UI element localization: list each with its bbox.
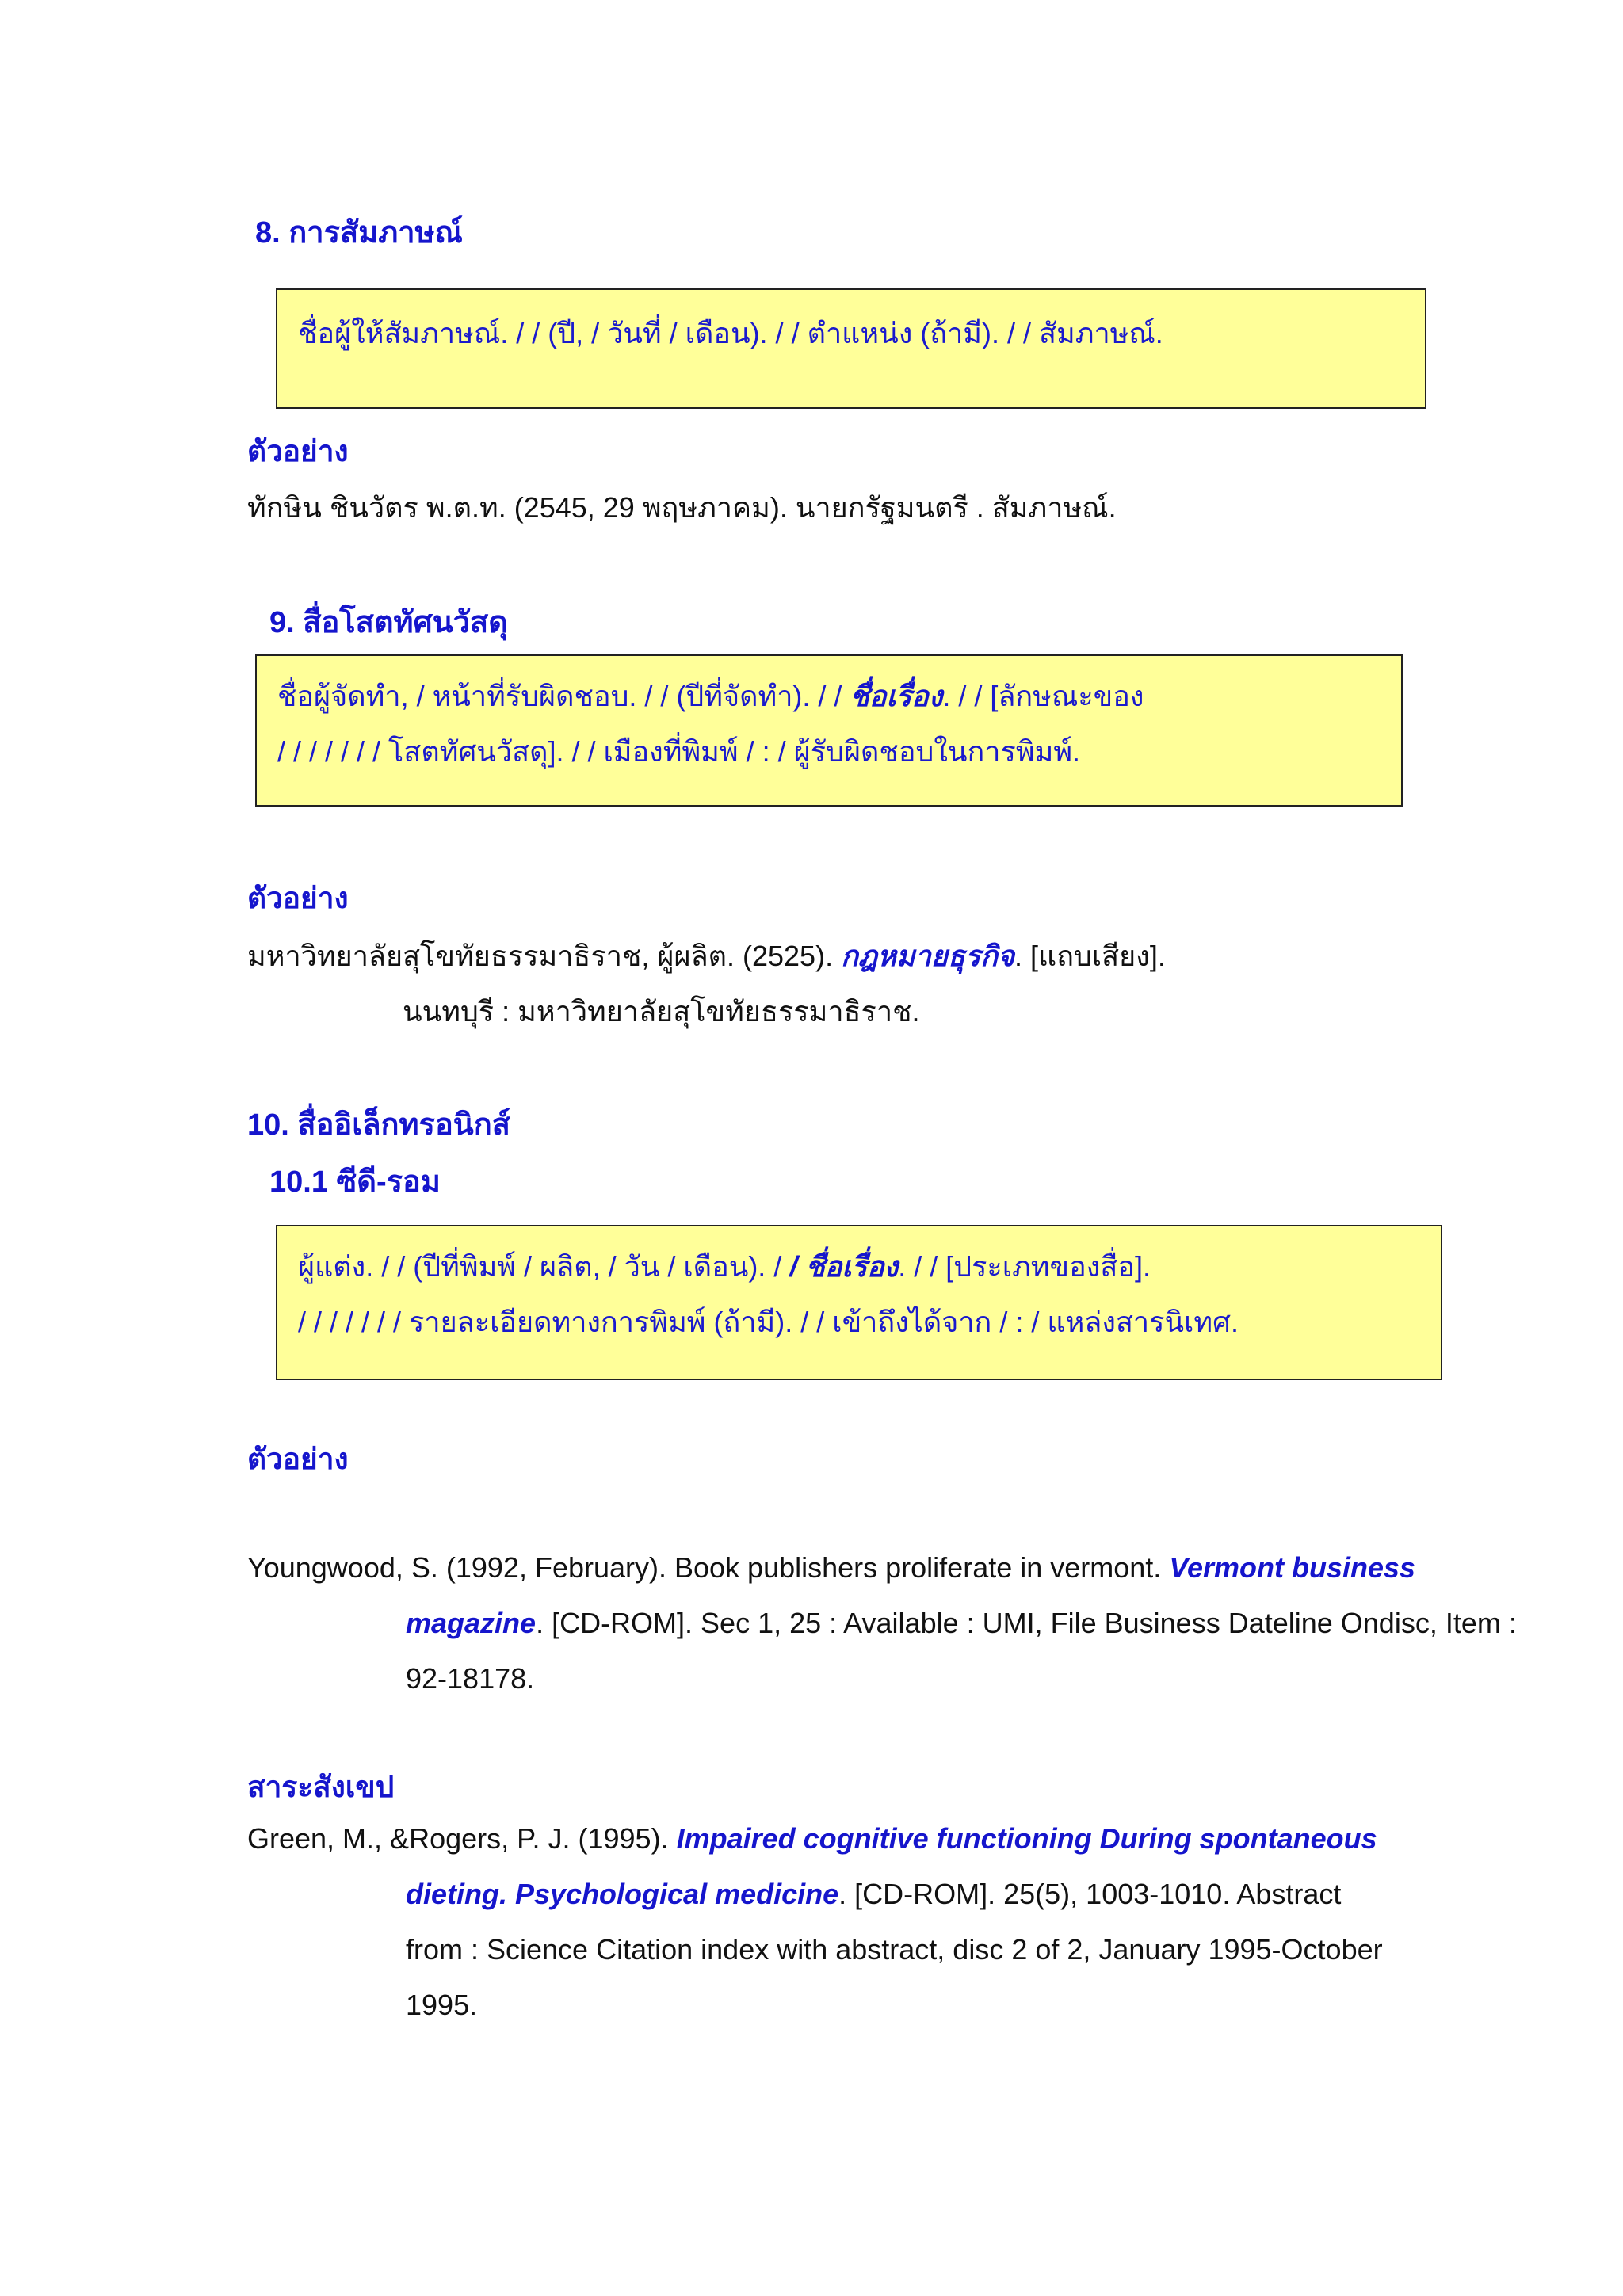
example-2-details: . [CD-ROM]. 25(5), 1003-1010. Abstract — [838, 1878, 1342, 1910]
example-1-citation-start: Youngwood, S. (1992, February). Book publishers proliferate in vermont. — [247, 1551, 1170, 1584]
section-9-example-line-2: นนทบุรี : มหาวิทยาลัยสุโขทัยธรรมาธิราช. — [403, 995, 920, 1028]
section-8-format-text: ชื่อผู้ให้สัมภาษณ์. / / (ปี, / วันที่ / เดือน). / / ตำแหน่ง (ถ้ามี). / / สัมภาษณ์. — [298, 317, 1163, 349]
section-9-example-title: กฎหมายธุรกิจ — [841, 940, 1015, 972]
example-1-details: . [CD-ROM]. Sec 1, 25 : Available : UMI, File Business Dateline Ondisc, Item : — [536, 1607, 1517, 1639]
section-8-heading: 8. การสัมภาษณ์ — [255, 216, 463, 250]
example-1-line-2 — [406, 1607, 1517, 1640]
example-1-journal-title: Vermont business — [1169, 1551, 1416, 1584]
section-9-format-line-1-start: ชื่อผู้จัดทำ, / หน้าที่รับผิดชอบ. / / (ปีที่จัดทำ). / / — [277, 680, 850, 712]
section-9-example-label: ตัวอย่าง — [247, 882, 349, 914]
section-10-heading: 10. สื่ออิเล็กทรอนิกส์ — [247, 1108, 510, 1142]
section-10-format-line-2: / / / / / / / รายละเอียดทางการพิมพ์ (ถ้ามี). / / เข้าถึงได้จาก / : / แหล่งสารนิเทศ. — [298, 1306, 1239, 1338]
example-2-line-1 — [247, 1822, 1377, 1855]
abstract-label: สาระสังเขป — [247, 1771, 395, 1803]
section-9-example-start: มหาวิทยาลัยสุโขทัยธรรมาธิราช, ผู้ผลิต. (2525). — [247, 940, 842, 972]
section-10-format-line-1 — [298, 1244, 1151, 1289]
section-9-format-title: ชื่อเรื่อง — [850, 680, 943, 712]
section-9-heading: 9. สื่อโสตทัศนวัสดุ — [269, 606, 508, 639]
section-10-format-line-1-start: ผู้แต่ง. / / (ปีที่พิมพ์ / ผลิต, / วัน / เดือน). / — [298, 1250, 790, 1283]
section-8-example-text: ทักษิน ชินวัตร พ.ต.ท. (2545, 29 พฤษภาคม). นายกรัฐมนตรี . สัมภาษณ์. — [247, 491, 1117, 524]
section-9-example-end: . [แถบเสียง]. — [1014, 940, 1166, 972]
example-2-article-title-cont: dieting. Psychological medicine — [406, 1878, 839, 1910]
example-2-line-3: from : Science Citation index with abstract, disc 2 of 2, January 1995-October — [406, 1933, 1383, 1966]
example-2-article-title: Impaired cognitive functioning During spontaneous — [676, 1822, 1377, 1855]
section-9-format-line-1-end: . / / [ลักษณะของ — [942, 680, 1144, 712]
example-1-line-3: 92-18178. — [406, 1662, 535, 1695]
example-2-line-4: 1995. — [406, 1989, 478, 2021]
section-9-example-line-1 — [247, 933, 1166, 978]
section-10-format-box — [276, 1225, 1442, 1380]
example-1-line-1 — [247, 1551, 1415, 1585]
section-10-1-subheading: 10.1 ซีดี-รอม — [269, 1165, 441, 1199]
example-2-citation-start: Green, M., &Rogers, P. J. (1995). — [247, 1822, 677, 1855]
section-9-format-line-2: / / / / / / / โสตทัศนวัสดุ]. / / เมืองที่พิมพ์ / : / ผู้รับผิดชอบในการพิมพ์. — [277, 735, 1081, 768]
example-1-journal-title-cont: magazine — [406, 1607, 537, 1639]
section-9-format-box — [255, 654, 1403, 807]
section-10-format-line-1-end: . / / [ประเภทของสื่อ]. — [898, 1250, 1151, 1283]
section-10-example-label: ตัวอย่าง — [247, 1443, 349, 1475]
example-2-line-2 — [406, 1878, 1341, 1911]
section-8-format-box — [276, 288, 1426, 409]
section-9-format-line-1 — [277, 673, 1144, 719]
section-10-format-title: / ชื่อเรื่อง — [789, 1250, 899, 1283]
section-8-example-label: ตัวอย่าง — [247, 435, 349, 467]
